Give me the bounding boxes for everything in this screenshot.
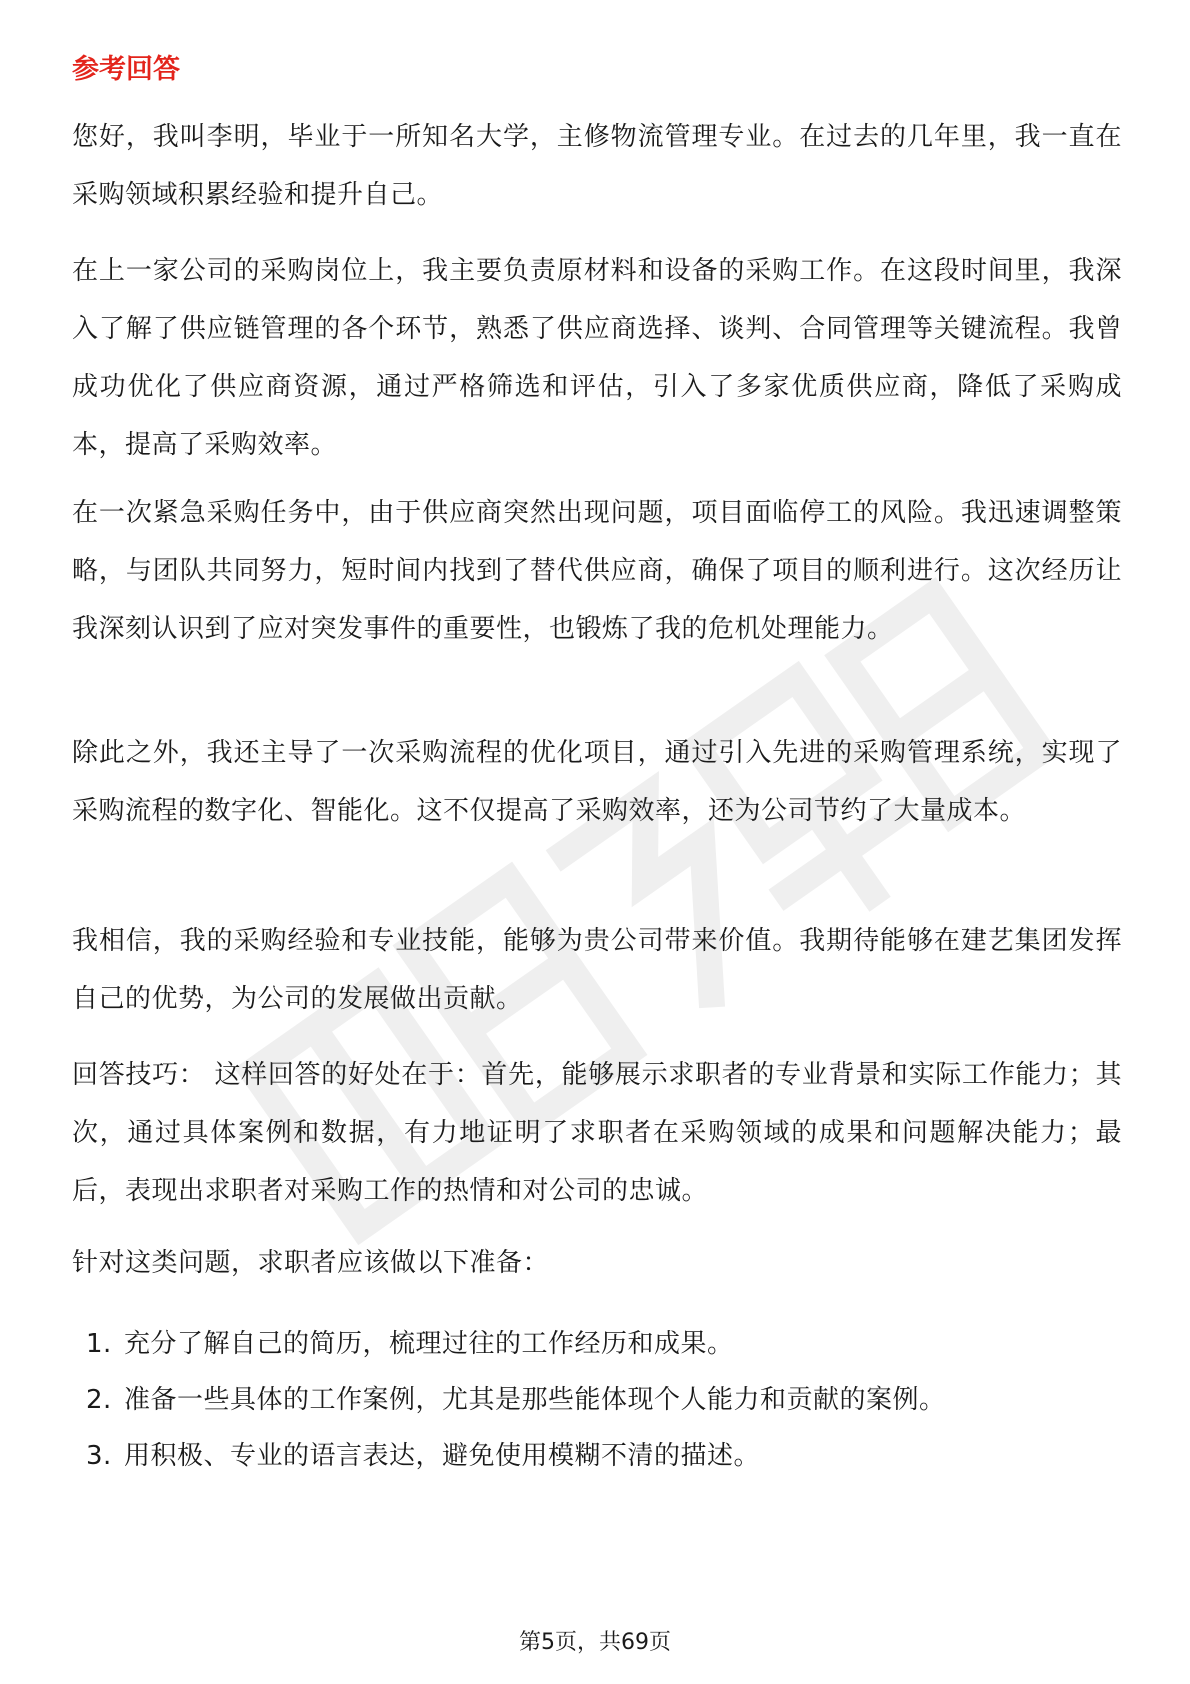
list-item-number: 2. [86, 1385, 112, 1415]
list-item-text: 充分了解自己的简历，梳理过往的工作经历和成果。 [124, 1329, 734, 1359]
paragraph-experience: 在上一家公司的采购岗位上，我主要负责原材料和设备的采购工作。在这段时间里，我深入了解了供应链管理的各个环节，熟悉了供应商选择、谈判、合同管理等关键流程。我曾成功优化了供应商资源，通过严格筛选和评估，引入了多家优质供应商，降低了采购成本，提高了采购效率。 [72, 256, 1122, 460]
list-item [72, 1428, 1122, 1484]
page-number-footer: 第5页，共69页 [519, 1630, 671, 1655]
paragraph-tips: 回答技巧： 这样回答的好处在于：首先，能够展示求职者的专业背景和实际工作能力；其次，通过具体案例和数据，有力地证明了求职者在采购领域的成果和问题解决能力；最后，表现出求职者对采购工作的热情和对公司的忠诚。 [72, 1060, 1122, 1206]
list-item-text: 用积极、专业的语言表达，避免使用模糊不清的描述。 [124, 1441, 761, 1471]
list-item-number: 1. [86, 1329, 112, 1359]
preparation-list [72, 1316, 1122, 1484]
paragraph-preparation: 针对这类问题，求职者应该做以下准备： [72, 1248, 550, 1278]
paragraph-emergency: 在一次紧急采购任务中，由于供应商突然出现问题，项目面临停工的风险。我迅速调整策略，与团队共同努力，短时间内找到了替代供应商，确保了项目的顺利进行。这次经历让我深刻认识到了应对突发事件的重要性，也锻炼了我的危机处理能力。 [72, 498, 1122, 644]
list-item-text: 准备一些具体的工作案例，尤其是那些能体现个人能力和贡献的案例。 [124, 1385, 946, 1415]
list-item-number: 3. [86, 1441, 112, 1471]
list-item [72, 1316, 1122, 1372]
paragraph-intro: 您好，我叫李明，毕业于一所知名大学，主修物流管理专业。在过去的几年里，我一直在采购领域积累经验和提升自己。 [72, 122, 1122, 210]
paragraph-closing: 我相信，我的采购经验和专业技能，能够为贵公司带来价值。我期待能够在建艺集团发挥自己的优势，为公司的发展做出贡献。 [72, 926, 1122, 1014]
list-item [72, 1372, 1122, 1428]
paragraph-optimization: 除此之外，我还主导了一次采购流程的优化项目，通过引入先进的采购管理系统，实现了采购流程的数字化、智能化。这不仅提高了采购效率，还为公司节约了大量成本。 [72, 738, 1122, 826]
section-heading: 参考回答 [72, 54, 180, 85]
